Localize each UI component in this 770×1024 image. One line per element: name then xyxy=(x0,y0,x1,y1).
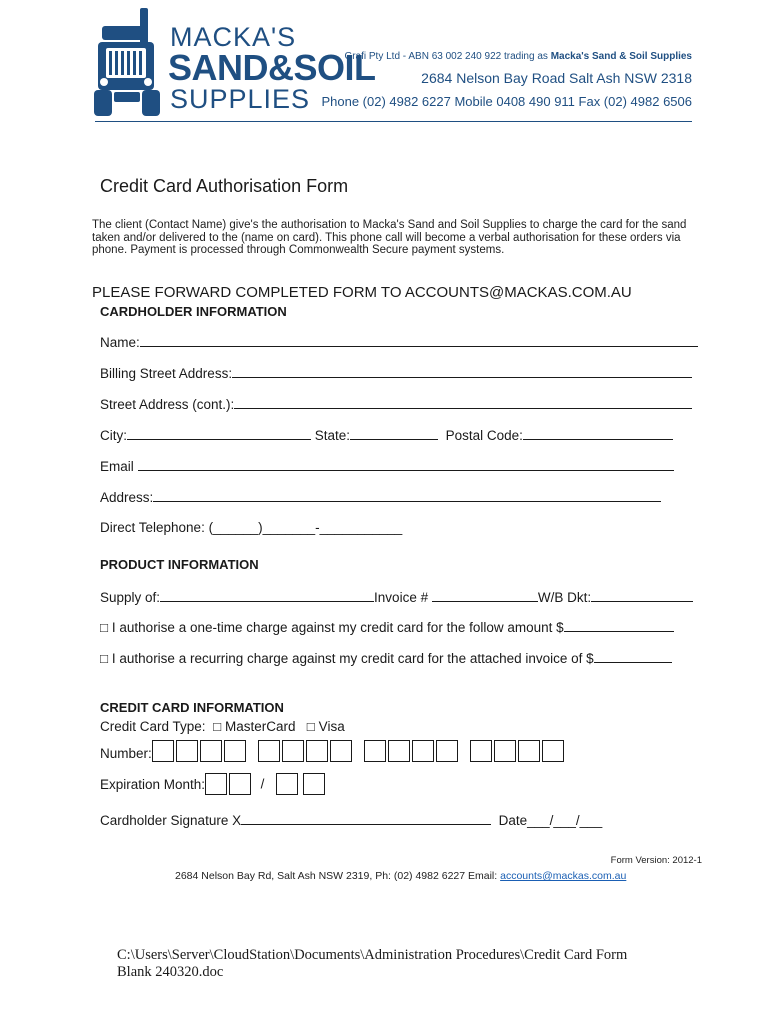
name-label: Name: xyxy=(100,335,140,350)
forward-instruction: PLEASE FORWARD COMPLETED FORM TO ACCOUNTS@MACKAS.COM.AU xyxy=(92,284,632,301)
card-digit-box[interactable] xyxy=(388,740,410,762)
card-digit-box[interactable] xyxy=(258,740,280,762)
signature-label: Cardholder Signature X xyxy=(100,813,242,828)
card-number-group-4 xyxy=(470,740,566,762)
one-time-row xyxy=(100,619,674,635)
card-digit-box[interactable] xyxy=(282,740,304,762)
card-number-group-3 xyxy=(364,740,460,762)
email-label: Email xyxy=(100,459,134,474)
billing-label: Billing Street Address: xyxy=(100,366,233,381)
card-digit-box[interactable] xyxy=(224,740,246,762)
card-digit-box[interactable] xyxy=(306,740,328,762)
header-divider xyxy=(95,121,692,122)
card-digit-box[interactable] xyxy=(200,740,222,762)
card-number-label: Number: xyxy=(100,745,152,761)
visa-checkbox[interactable]: □ Visa xyxy=(306,719,345,734)
recurring-checkbox[interactable]: □ I authorise a recurring charge against my credit card for the attached invoice of $ xyxy=(100,651,594,666)
billing-row xyxy=(100,365,692,381)
billing-address-field[interactable] xyxy=(232,365,692,378)
document-file-path: C:\Users\Server\CloudStation\Documents\Administration Procedures\Credit Card Form Blank 240320.doc xyxy=(117,947,628,980)
supply-row xyxy=(100,589,693,605)
one-time-checkbox[interactable]: □ I authorise a one-time charge against my credit card for the follow amount $ xyxy=(100,620,564,635)
truck-logo-icon xyxy=(92,6,162,118)
state-label: State: xyxy=(314,428,351,443)
card-digit-box[interactable] xyxy=(436,740,458,762)
card-digit-box[interactable] xyxy=(518,740,540,762)
card-digit-box[interactable] xyxy=(152,740,174,762)
form-intro: The client (Contact Name) give's the authorisation to Macka's Sand and Soil Supplies to charge the card for the sand taken and/or delivered to the (name on card). This phone call will become a verbal authorisation for these orders via phone. Payment is processed through Commonwealth Secure payment systems. xyxy=(92,219,687,256)
company-address: 2684 Nelson Bay Road Salt Ash NSW 2318 xyxy=(421,70,692,86)
footer-contact-text: 2684 Nelson Bay Rd, Salt Ash NSW 2319, Ph: (02) 4982 6227 Email: xyxy=(175,870,501,882)
address-row xyxy=(100,489,661,505)
address-field[interactable] xyxy=(153,489,661,502)
card-number-row xyxy=(100,740,576,762)
expiration-row xyxy=(100,773,327,795)
postal-label: Postal Code: xyxy=(445,428,523,443)
expiry-month-box[interactable] xyxy=(229,773,251,795)
expiry-year-box[interactable] xyxy=(276,773,298,795)
date-field[interactable]: Date___/___/___ xyxy=(498,813,603,828)
expiry-separator: / xyxy=(260,776,265,792)
company-trading-name: Macka's Sand & Soil Supplies xyxy=(550,51,692,62)
company-contacts: Phone (02) 4982 6227 Mobile 0408 490 911 Fax (02) 4982 6506 xyxy=(321,94,692,109)
brand-name-top: MACKA'S xyxy=(170,22,297,52)
wb-docket-label: W/B Dkt: xyxy=(537,590,592,605)
product-heading: PRODUCT INFORMATION xyxy=(100,557,259,572)
card-digit-box[interactable] xyxy=(470,740,492,762)
footer-email-link[interactable]: accounts@mackas.com.au xyxy=(500,870,627,882)
card-type-row xyxy=(100,719,345,734)
wb-docket-field[interactable] xyxy=(591,589,693,602)
form-version: Form Version: 2012-1 xyxy=(610,855,702,866)
card-number-group-2 xyxy=(258,740,354,762)
footer-contact xyxy=(175,870,626,882)
form-title: Credit Card Authorisation Form xyxy=(100,176,349,196)
one-time-amount-field[interactable] xyxy=(564,619,674,632)
postal-code-field[interactable] xyxy=(523,427,673,440)
address-label: Address: xyxy=(100,490,154,505)
signature-field[interactable] xyxy=(241,812,491,825)
recurring-row xyxy=(100,650,672,666)
company-registration xyxy=(344,51,692,62)
card-digit-box[interactable] xyxy=(412,740,434,762)
card-type-label: Credit Card Type: xyxy=(100,719,206,734)
city-field[interactable] xyxy=(127,427,311,440)
supply-label: Supply of: xyxy=(100,590,161,605)
supply-field[interactable] xyxy=(160,589,374,602)
expiration-label: Expiration Month: xyxy=(100,776,206,792)
card-digit-box[interactable] xyxy=(364,740,386,762)
city-label: City: xyxy=(100,428,127,443)
invoice-field[interactable] xyxy=(432,589,538,602)
city-row xyxy=(100,427,673,443)
brand-name-bottom: SUPPLIES xyxy=(170,84,311,114)
expiry-year-box[interactable] xyxy=(303,773,325,795)
street-cont-row xyxy=(100,396,692,412)
signature-row xyxy=(100,812,602,828)
telephone-row[interactable]: Direct Telephone: (______)_______-___________ xyxy=(100,520,403,535)
mastercard-checkbox[interactable]: □ MasterCard xyxy=(213,719,296,734)
card-digit-box[interactable] xyxy=(494,740,516,762)
card-number-group-1 xyxy=(152,740,248,762)
name-row xyxy=(100,334,698,350)
cardholder-heading: CARDHOLDER INFORMATION xyxy=(100,304,287,319)
card-digit-box[interactable] xyxy=(330,740,352,762)
street-cont-field[interactable] xyxy=(234,396,692,409)
brand-name-main: SAND&SOIL xyxy=(168,47,376,88)
recurring-amount-field[interactable] xyxy=(594,650,672,663)
email-field[interactable] xyxy=(138,458,674,471)
card-digit-box[interactable] xyxy=(176,740,198,762)
company-prefix: Grafi Pty Ltd - ABN 63 002 240 922 trading as xyxy=(344,51,551,62)
street-cont-label: Street Address (cont.): xyxy=(100,397,235,412)
card-digit-box[interactable] xyxy=(542,740,564,762)
expiry-month-box[interactable] xyxy=(205,773,227,795)
invoice-label: Invoice # xyxy=(374,590,429,605)
name-field[interactable] xyxy=(140,334,698,347)
card-heading: CREDIT CARD INFORMATION xyxy=(100,700,284,715)
email-row xyxy=(100,458,674,474)
state-field[interactable] xyxy=(350,427,438,440)
